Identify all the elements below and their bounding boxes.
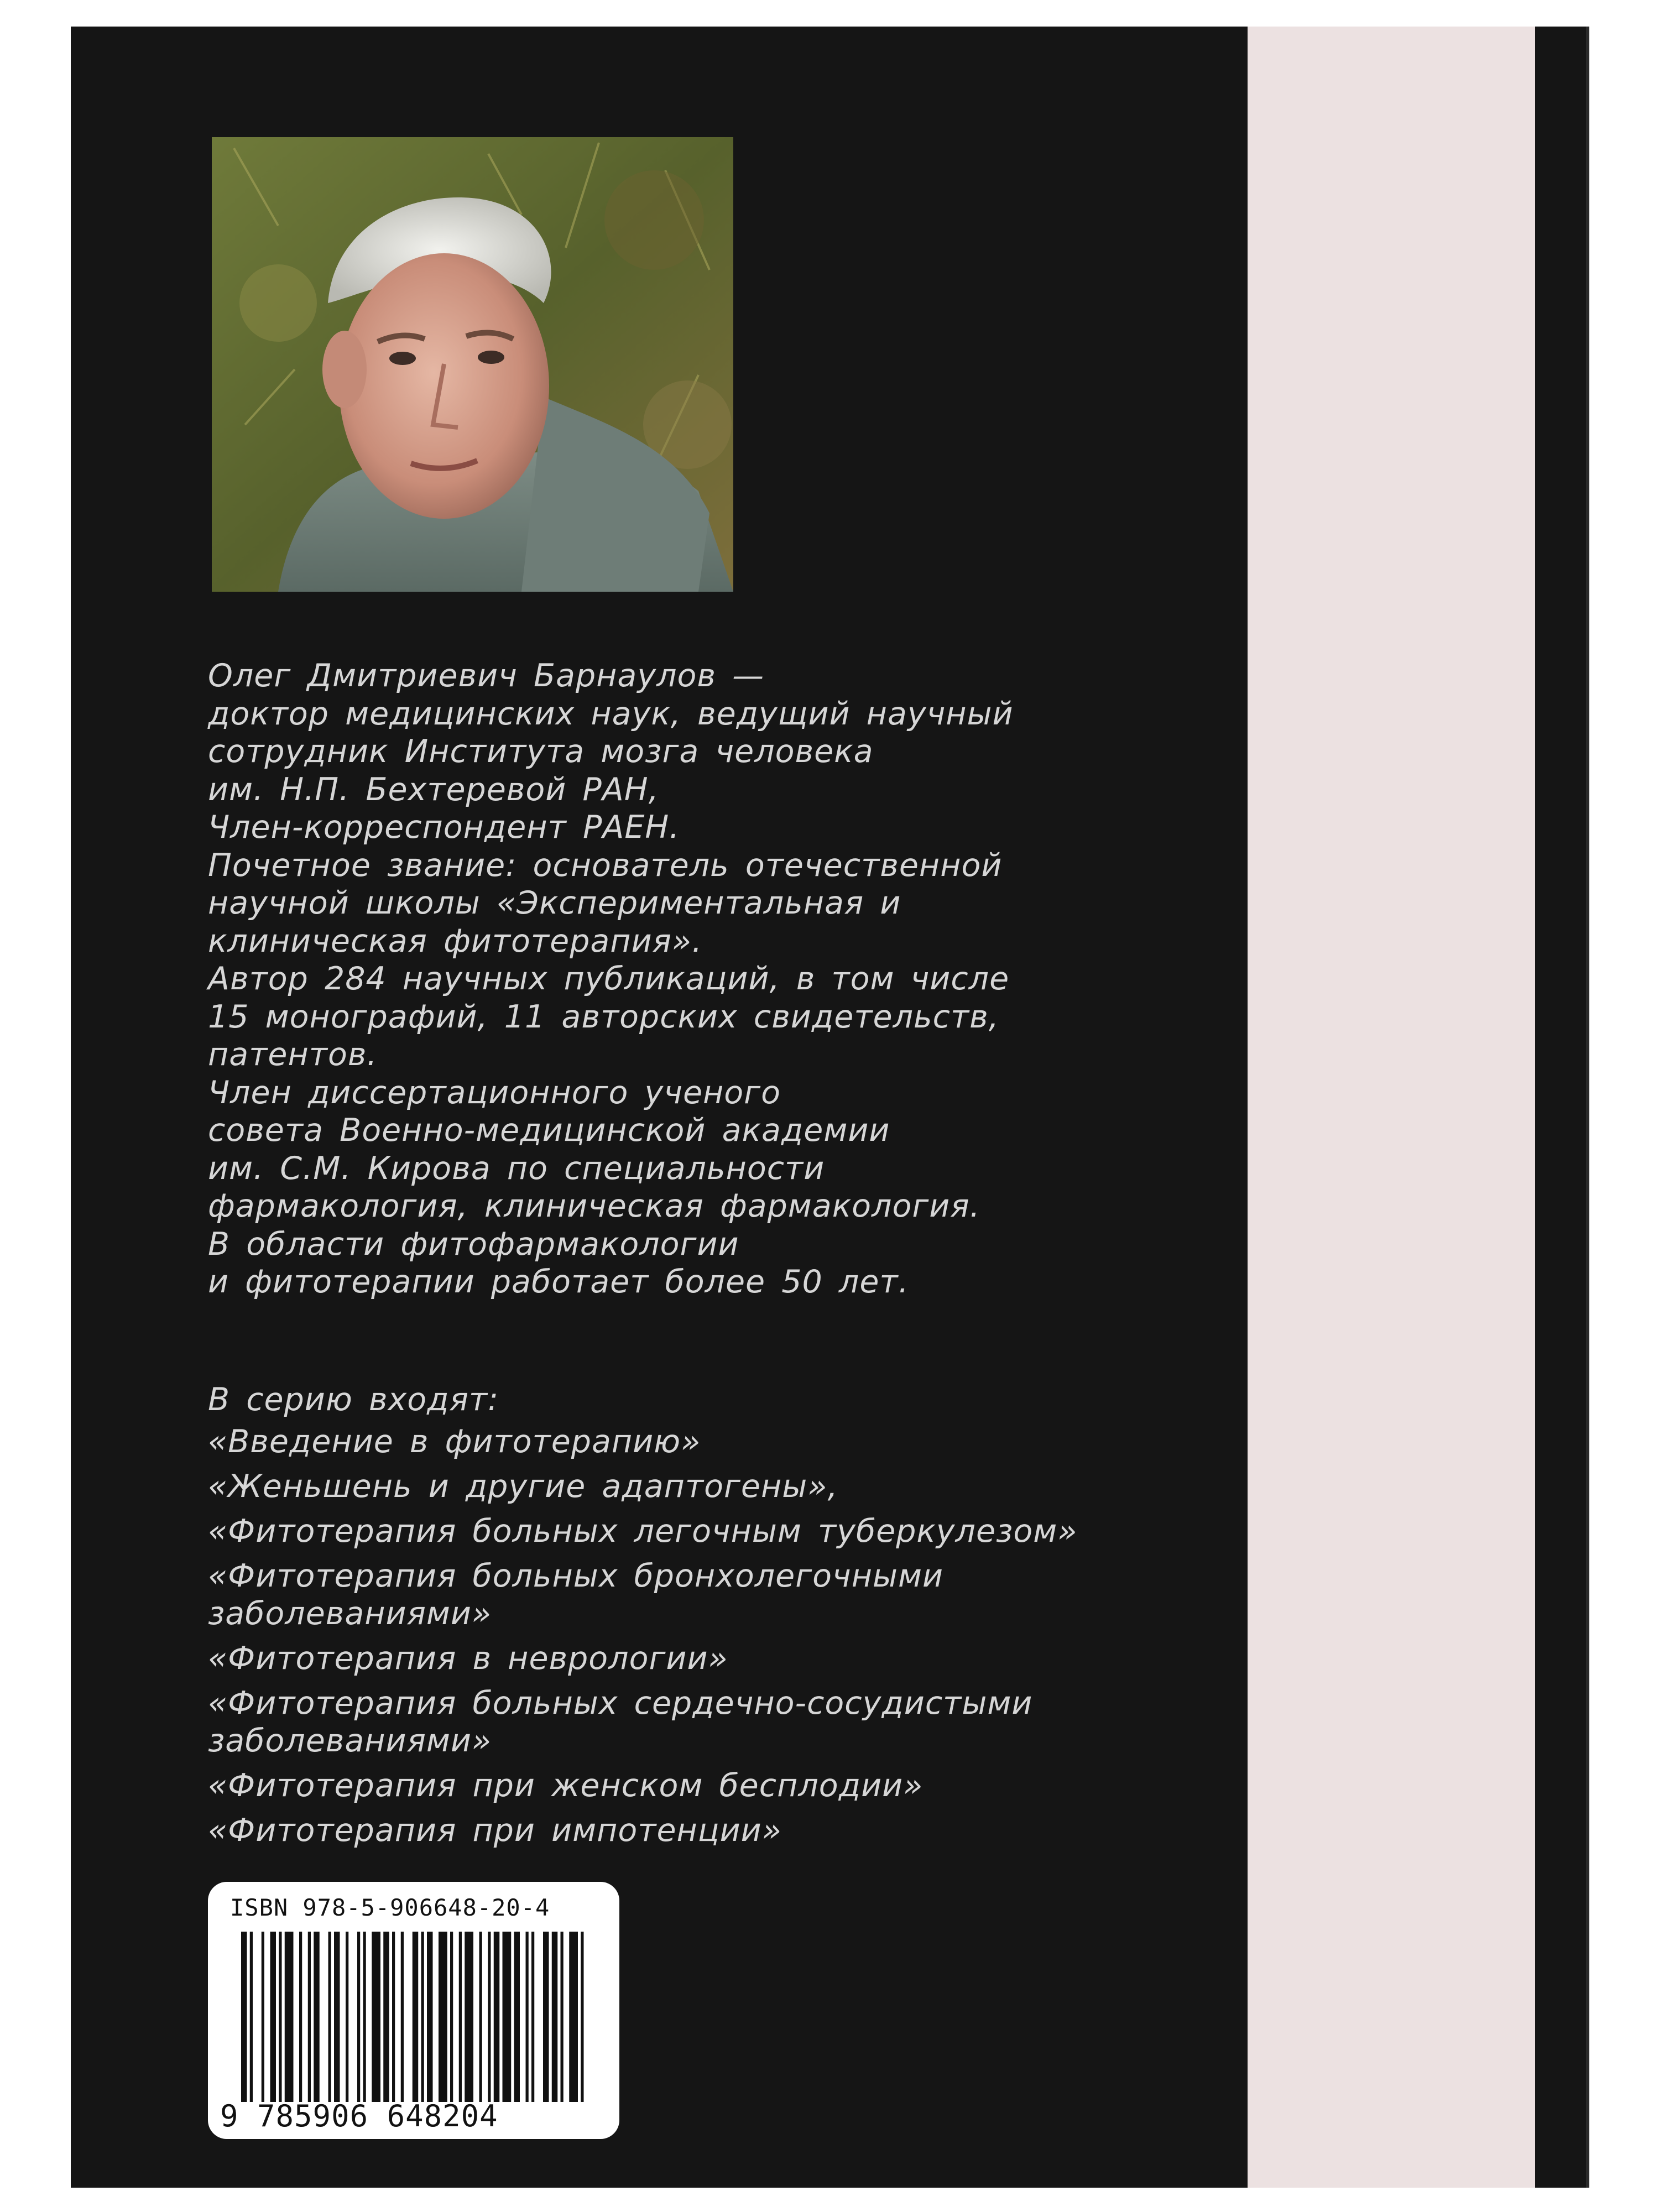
barcode-bar	[285, 1932, 294, 2102]
barcode-bar	[439, 1932, 447, 2102]
barcode-bar	[413, 1932, 419, 2102]
barcode-bar	[241, 1932, 247, 2102]
bio-line: клиническая фитотерапия».	[208, 922, 703, 959]
barcode-bar	[270, 1932, 276, 2102]
series-item: «Введение в фитотерапию»	[208, 1423, 701, 1460]
bio-line: и фитотерапии работает более 50 лет.	[208, 1264, 909, 1300]
series-item: «Женьшень и другие адаптогены»,	[208, 1468, 838, 1505]
bio-line: им. Н.П. Бехтеревой РАН,	[208, 771, 659, 808]
barcode-bar	[488, 1932, 491, 2102]
barcode-bar	[392, 1932, 395, 2102]
barcode-bar	[569, 1932, 578, 2102]
bio-line: 15 монографий, 11 авторских свидетельств,	[208, 998, 999, 1035]
series-heading: В серию входят:	[208, 1381, 499, 1418]
barcode-bar	[543, 1932, 549, 2102]
barcode-bar	[581, 1932, 583, 2102]
author-photo-image	[212, 137, 733, 592]
bio-line: сотрудник Института мозга человека	[208, 733, 874, 770]
bio-line: фармакология, клиническая фармакология.	[208, 1188, 980, 1224]
barcode-bar	[250, 1932, 253, 2102]
bio-line: им. С.М. Кирова по специальности	[208, 1150, 825, 1187]
barcode-bar	[552, 1932, 558, 2102]
bio-line: патентов.	[208, 1036, 378, 1073]
series-item: «Фитотерапия больных сердечно-сосудистыми заболеваниями»	[208, 1685, 1033, 1759]
series-item: «Фитотерапия при женском бесплодии»	[208, 1767, 924, 1804]
back-cover	[71, 27, 1589, 2188]
barcode-bar	[465, 1932, 473, 2102]
isbn-text: ISBN 978-5-906648-20-4	[230, 1894, 550, 1921]
series-list	[208, 1423, 1248, 1856]
barcode-bars	[241, 1932, 589, 2102]
series-item: «Фитотерапия больных бронхолегочными заболеваниями»	[208, 1558, 944, 1632]
barcode-bar	[346, 1932, 348, 2102]
series-item: «Фитотерапия при импотенции»	[208, 1812, 782, 1849]
barcode-bar	[531, 1932, 534, 2102]
barcode-bar	[334, 1932, 340, 2102]
spine-band	[1248, 27, 1535, 2188]
barcode-bar	[494, 1932, 500, 2102]
barcode-bar	[363, 1932, 366, 2102]
barcode-bar	[279, 1932, 281, 2102]
author-photo	[212, 137, 733, 592]
bio-line: совета Военно-медицинской академии	[208, 1112, 890, 1149]
bio-line: научной школы «Экспериментальная и	[208, 885, 901, 921]
bio-line: Член-корреспондент РАЕН.	[208, 809, 680, 846]
bio-line: Член диссертационного ученого	[208, 1074, 781, 1111]
barcode-bar	[314, 1932, 320, 2102]
barcode-bar	[514, 1932, 520, 2102]
barcode-bar	[401, 1932, 404, 2102]
bio-line: В области фитофармакологии	[208, 1225, 739, 1262]
bio-line: Автор 284 научных публикаций, в том числе	[208, 961, 1010, 997]
barcode-bar	[308, 1932, 311, 2102]
bio-line: Почетное звание: основатель отечественной	[208, 847, 1003, 884]
series-item: «Фитотерапия в неврологии»	[208, 1640, 728, 1677]
barcode-bar	[450, 1932, 453, 2102]
ean-digits: 9 785906 648204	[220, 2099, 498, 2133]
barcode-bar	[503, 1932, 512, 2102]
barcode-bar	[357, 1932, 360, 2102]
bio-line: доктор медицинских наук, ведущий научный	[208, 695, 1014, 732]
barcode-bar	[561, 1932, 564, 2102]
barcode-bar	[459, 1932, 462, 2102]
barcode-bar	[526, 1932, 529, 2102]
barcode-bar	[383, 1932, 389, 2102]
barcode-bar	[299, 1932, 302, 2102]
barcode-bar	[427, 1932, 433, 2102]
barcode-bar	[262, 1932, 264, 2102]
bio-line: Олег Дмитриевич Барнаулов —	[208, 658, 765, 694]
barcode-bar	[328, 1932, 331, 2102]
barcode-bar	[372, 1932, 380, 2102]
barcode-bar	[421, 1932, 424, 2102]
author-bio	[208, 657, 1237, 1301]
barcode-bar	[479, 1932, 482, 2102]
barcode-label	[208, 1882, 619, 2139]
series-item: «Фитотерапия больных легочным туберкулезом»	[208, 1513, 1078, 1550]
